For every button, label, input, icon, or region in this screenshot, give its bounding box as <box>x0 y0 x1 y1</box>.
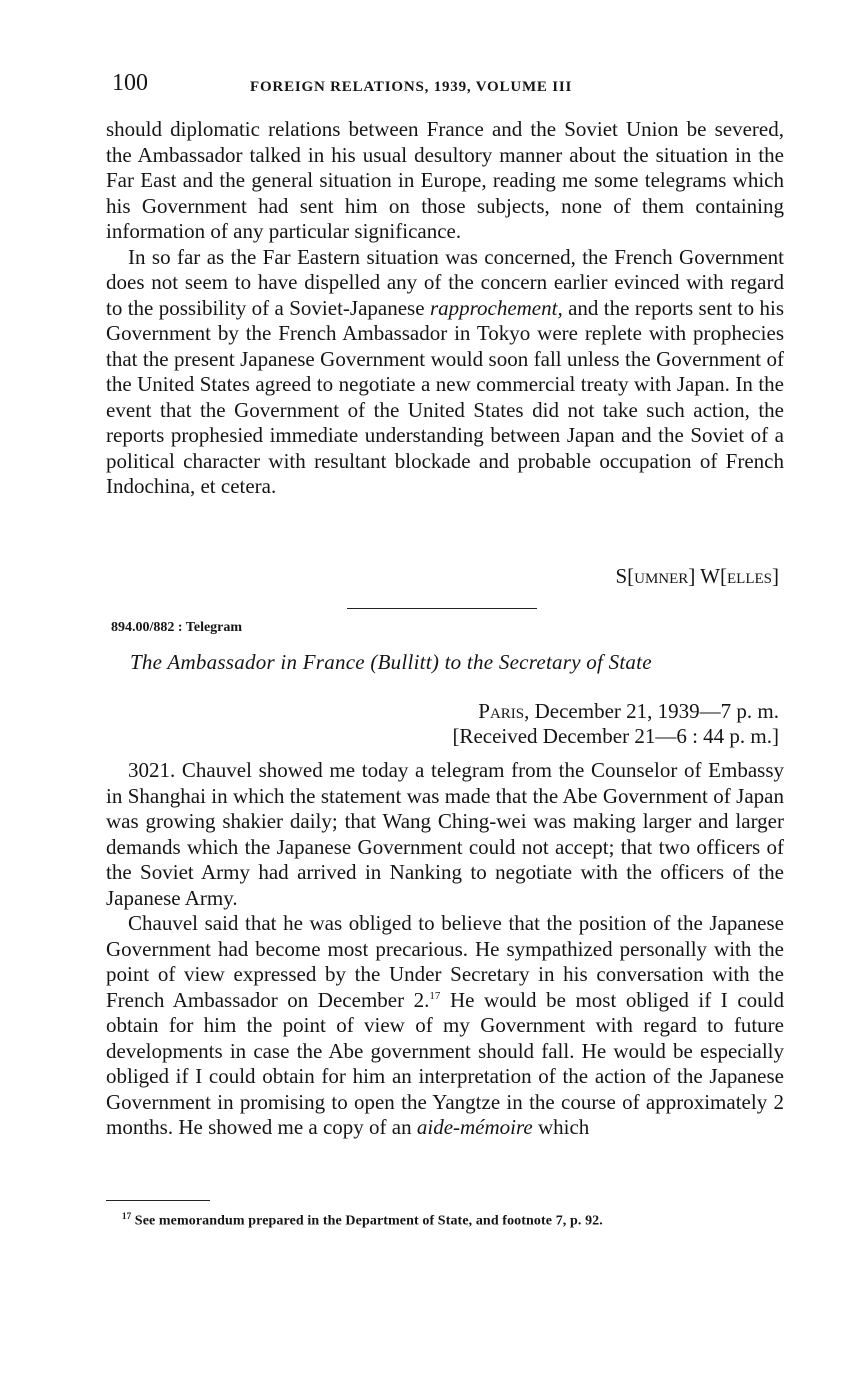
paragraph-text-b: and the reports sent to his Government by the French Ambassador in Tokyo were replete with prophecies that the present Japanese Government would soon fall unless the Government of the United States agreed to negotiate a new commercial treaty with Japan. In the event that the Government of the United States did not take such action, the reports prophesied immediate understanding between Japan and the Soviet of a political character with resultant blockade and probable occupation of French Indochina, et cetera. <box>106 295 784 498</box>
file-number: 894.00/882 : Telegram <box>111 620 243 635</box>
footnote-divider <box>106 1200 210 1201</box>
paragraph-text-a: In so far as the Far Eastern situation was concerned, the French Government does not seem to have dispelled any of the concern earlier evinced with regard to the possibility of a Soviet-Japanese <box>106 244 784 320</box>
signature <box>615 564 779 589</box>
dateline-line-1 <box>452 699 779 724</box>
telegram-text-b: He would be most obliged if I could obtain for him the point of view of my Government with regard to future developments in case the Abe government should fall. He would be especially obliged if I could obtain for him an interpretation of the action of the Japanese Government in promising to open the Yangtze in the course of approximately 2 months. He showed me a copy of an <box>106 987 784 1139</box>
italic-term-aide-memoire: aide-mémoire <box>416 1115 533 1139</box>
page-header <box>112 70 782 102</box>
signature-w-rest: elles <box>727 564 772 588</box>
body-paragraph-2 <box>106 245 784 500</box>
italic-term-rapprochement: rapprochement, <box>429 295 563 320</box>
dateline-line-2: [Received December 21—6 : 44 p. m.] <box>452 724 779 748</box>
place-initial: P <box>478 699 490 723</box>
place-rest: aris <box>489 699 525 723</box>
body-paragraph-1: should diplomatic relations between France and the Soviet Union be severed, the Ambassador talked in his usual desultory manner about the situation in the Far East and the general situation in Europe, reading me some telegrams which his Government had sent him on those subjects, none of them containing information of any particular significance. <box>106 117 784 243</box>
section-divider <box>347 608 537 609</box>
signature-mid: ] W[ <box>688 564 727 588</box>
footnote-text: See memorandum prepared in the Department of State, and footnote 7, p. 92. <box>131 1213 603 1229</box>
telegram-text-a: Chauvel said that he was obliged to believe that the position of the Japanese Government had become most precarious. He sympathized personally with the point of view expressed by the Under Secretary in his conversation with the French Ambassador on December 2. <box>106 911 784 1012</box>
memo-text <box>106 117 784 500</box>
signature-s: S[ <box>615 564 635 588</box>
footnote <box>122 1211 603 1230</box>
dateline-date: , December 21, 1939—7 p. m. <box>524 699 779 723</box>
dateline <box>452 699 779 749</box>
telegram-text <box>106 758 784 1141</box>
telegram-paragraph-1: 3021. Chauvel showed me today a telegram from the Counselor of Embassy in Shanghai in which the statement was made that the Abe Government of Japan was growing shakier daily; that Wang Ching-wei was making larger and larger demands which the Japanese Government could not accept; that two officers of the Soviet Army had arrived in Nanking to negotiate with the officers of the Japanese Army. <box>106 758 784 910</box>
footnote-reference: 17 <box>429 989 441 1002</box>
telegram-paragraph-2 <box>106 911 784 1141</box>
running-head: FOREIGN RELATIONS, 1939, VOLUME III <box>250 79 573 95</box>
footnote-marker: 17 <box>122 1211 132 1221</box>
signature-s-rest: umner <box>634 564 689 588</box>
document-title: The Ambassador in France (Bullitt) to the Secretary of State <box>130 650 652 674</box>
telegram-text-c: which <box>532 1115 590 1139</box>
signature-end: ] <box>772 564 779 588</box>
page-number: 100 <box>112 70 148 96</box>
